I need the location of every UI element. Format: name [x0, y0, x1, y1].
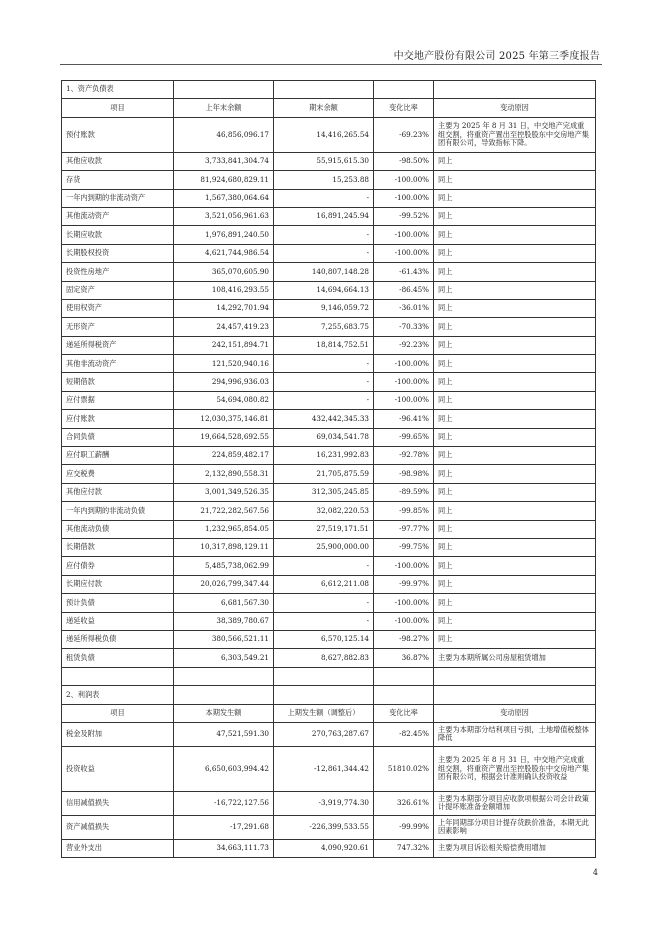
change-reason: 同上 [434, 244, 596, 262]
change-ratio: -99.52% [374, 207, 434, 225]
table-row [62, 722, 596, 746]
table-row [62, 538, 596, 556]
table-row [62, 410, 596, 428]
prior-value: 1,567,380,064.64 [174, 189, 274, 207]
column-header: 期末余额 [274, 99, 374, 117]
change-ratio: -92.23% [374, 336, 434, 354]
change-reason: 同上 [434, 299, 596, 317]
change-reason: 同上 [434, 207, 596, 225]
column-header: 变动原因 [434, 704, 596, 722]
change-ratio: -100.00% [374, 391, 434, 409]
item-name: 递延收益 [62, 612, 174, 630]
item-name: 使用权资产 [62, 299, 174, 317]
current-value: - [274, 594, 374, 612]
prior-value: 4,621,744,986.54 [174, 244, 274, 262]
item-name: 应交税费 [62, 465, 174, 483]
change-reason: 同上 [434, 447, 596, 465]
current-value: 14,694,664.13 [274, 281, 374, 299]
item-name: 一年内到期的非流动负债 [62, 502, 174, 520]
change-ratio: -100.00% [374, 594, 434, 612]
item-name: 预付账款 [62, 117, 174, 152]
page-number: 4 [592, 868, 598, 877]
financial-tables [61, 80, 596, 858]
table-row [62, 152, 596, 170]
change-reason: 同上 [434, 410, 596, 428]
item-name: 长期股权投资 [62, 244, 174, 262]
change-reason: 同上 [434, 630, 596, 648]
change-reason: 同上 [434, 226, 596, 244]
section-title: 1、资产负债表 [62, 81, 174, 99]
change-ratio: -100.00% [374, 355, 434, 373]
table-row [62, 612, 596, 630]
change-reason: 主要为 2025 年 8 月 31 日，中交地产完成重组交割，将重资产置出至控股股东中交房地产集团有限公司，根据会计准则确认投资收益 [434, 746, 596, 791]
change-ratio: -82.45% [374, 722, 434, 746]
change-ratio: -99.97% [374, 575, 434, 593]
current-value: 15,253.88 [274, 171, 374, 189]
item-name: 投资收益 [62, 746, 174, 791]
change-reason: 同上 [434, 391, 596, 409]
item-name: 租赁负债 [62, 649, 174, 667]
change-reason: 同上 [434, 520, 596, 538]
prior-value: 47,521,591.30 [174, 722, 274, 746]
change-reason: 上年同期部分项目计提存货跌价准备，本期无此因素影响 [434, 815, 596, 839]
current-value: - [274, 557, 374, 575]
change-ratio: 36.87% [374, 649, 434, 667]
item-name: 应付职工薪酬 [62, 447, 174, 465]
change-reason: 同上 [434, 263, 596, 281]
prior-value: 46,856,096.17 [174, 117, 274, 152]
change-reason: 主要为 2025 年 8 月 31 日，中交地产完成重组交割，将重资产置出至控股股东中交房地产集团有限公司，导致指标下降。 [434, 117, 596, 152]
change-ratio: -99.85% [374, 502, 434, 520]
prior-value: 121,520,940.16 [174, 355, 274, 373]
item-name: 长期借款 [62, 538, 174, 556]
income-statement-section-row [62, 686, 596, 704]
table-row [62, 171, 596, 189]
change-reason: 同上 [434, 318, 596, 336]
item-name: 递延所得税负债 [62, 630, 174, 648]
section-title: 2、利润表 [62, 686, 174, 704]
table-row [62, 465, 596, 483]
table-row [62, 594, 596, 612]
item-name: 合同负债 [62, 428, 174, 446]
change-ratio: -36.01% [374, 299, 434, 317]
change-reason: 同上 [434, 594, 596, 612]
change-reason: 同上 [434, 538, 596, 556]
current-value: 55,915,615.30 [274, 152, 374, 170]
change-reason: 同上 [434, 373, 596, 391]
change-ratio: -92.78% [374, 447, 434, 465]
prior-value: 108,416,293.55 [174, 281, 274, 299]
item-name: 营业外支出 [62, 839, 174, 857]
current-value: 270,763,287.67 [274, 722, 374, 746]
item-name: 其他应收款 [62, 152, 174, 170]
current-value: 6,612,211.08 [274, 575, 374, 593]
table-row [62, 318, 596, 336]
change-reason: 主要为本期所属公司房屋租赁增加 [434, 649, 596, 667]
prior-value: 19,664,528,692.55 [174, 428, 274, 446]
table-row [62, 355, 596, 373]
current-value: -3,919,774.30 [274, 791, 374, 815]
prior-value: 14,292,701.94 [174, 299, 274, 317]
prior-value: 1,976,891,240.50 [174, 226, 274, 244]
prior-value: 3,733,841,304.74 [174, 152, 274, 170]
current-value: - [274, 244, 374, 262]
item-name: 其他应付款 [62, 483, 174, 501]
item-name: 存货 [62, 171, 174, 189]
table-row [62, 447, 596, 465]
balance-sheet-header-row [62, 99, 596, 117]
prior-value: 10,317,898,129.11 [174, 538, 274, 556]
current-value: 21,705,875.59 [274, 465, 374, 483]
current-value: 140,807,148.28 [274, 263, 374, 281]
column-header: 项目 [62, 99, 174, 117]
current-value: - [274, 373, 374, 391]
change-ratio: -99.75% [374, 538, 434, 556]
current-value: 16,231,992.83 [274, 447, 374, 465]
current-value: 27,519,171.51 [274, 520, 374, 538]
prior-value: 365,070,605.90 [174, 263, 274, 281]
change-ratio: 326.61% [374, 791, 434, 815]
prior-value: 54,694,080.82 [174, 391, 274, 409]
change-reason: 主要为项目诉讼相关赔偿费用增加 [434, 839, 596, 857]
table-row [62, 244, 596, 262]
current-value: 16,891,245.94 [274, 207, 374, 225]
change-ratio: -100.00% [374, 189, 434, 207]
item-name: 应付票据 [62, 391, 174, 409]
column-header: 变化比率 [374, 99, 434, 117]
current-value: - [274, 355, 374, 373]
balance-sheet-section-row [62, 81, 596, 99]
prior-value: 81,924,680,829.11 [174, 171, 274, 189]
change-ratio: -97.77% [374, 520, 434, 538]
item-name: 短期借款 [62, 373, 174, 391]
current-value: -226,399,533.55 [274, 815, 374, 839]
item-name: 其他流动负债 [62, 520, 174, 538]
report-header-title: 中交地产股份有限公司 2025 年第三季度报告 [393, 51, 600, 62]
change-reason: 同上 [434, 336, 596, 354]
current-value: - [274, 612, 374, 630]
current-value: 312,305,245.85 [274, 483, 374, 501]
column-header: 上年末余额 [174, 99, 274, 117]
item-name: 其他流动资产 [62, 207, 174, 225]
change-ratio: -99.65% [374, 428, 434, 446]
item-name: 其他非流动资产 [62, 355, 174, 373]
prior-value: 3,001,349,526.35 [174, 483, 274, 501]
prior-value: 12,030,375,146.81 [174, 410, 274, 428]
item-name: 信用减值损失 [62, 791, 174, 815]
prior-value: 38,389,780.67 [174, 612, 274, 630]
prior-value: 1,232,965,854.05 [174, 520, 274, 538]
balance-sheet-table [62, 81, 596, 668]
table-row [62, 839, 596, 857]
item-name: 税金及附加 [62, 722, 174, 746]
prior-value: 2,132,890,558.31 [174, 465, 274, 483]
item-name: 一年内到期的非流动资产 [62, 189, 174, 207]
item-name: 应付债券 [62, 557, 174, 575]
column-header: 变动原因 [434, 99, 596, 117]
change-reason: 同上 [434, 575, 596, 593]
current-value: 6,570,125.14 [274, 630, 374, 648]
current-value: 32,082,220.53 [274, 502, 374, 520]
change-ratio: -96.41% [374, 410, 434, 428]
current-value: - [274, 189, 374, 207]
item-name: 投资性房地产 [62, 263, 174, 281]
table-row [62, 263, 596, 281]
change-ratio: -86.45% [374, 281, 434, 299]
column-header: 变化比率 [374, 704, 434, 722]
current-value: 9,146,059.72 [274, 299, 374, 317]
column-header: 上期发生额（调整后） [274, 704, 374, 722]
header-rule [60, 64, 602, 65]
item-name: 固定资产 [62, 281, 174, 299]
change-reason: 同上 [434, 355, 596, 373]
change-ratio: -98.98% [374, 465, 434, 483]
change-reason: 同上 [434, 428, 596, 446]
item-name: 资产减值损失 [62, 815, 174, 839]
table-row [62, 299, 596, 317]
item-name: 长期应收款 [62, 226, 174, 244]
current-value: 69,034,541.78 [274, 428, 374, 446]
change-ratio: -61.43% [374, 263, 434, 281]
table-row [62, 815, 596, 839]
prior-value: 6,681,567.30 [174, 594, 274, 612]
income-statement-table [62, 686, 596, 858]
table-row [62, 575, 596, 593]
change-reason: 同上 [434, 502, 596, 520]
table-row [62, 428, 596, 446]
item-name: 预计负债 [62, 594, 174, 612]
prior-value: -17,291.68 [174, 815, 274, 839]
prior-value: 6,303,549.21 [174, 649, 274, 667]
prior-value: 294,996,936.03 [174, 373, 274, 391]
table-row [62, 336, 596, 354]
change-reason: 同上 [434, 465, 596, 483]
change-ratio: -100.00% [374, 244, 434, 262]
current-value: 25,900,000.00 [274, 538, 374, 556]
prior-value: 380,566,521.11 [174, 630, 274, 648]
item-name: 长期应付款 [62, 575, 174, 593]
change-ratio: -100.00% [374, 557, 434, 575]
spacer-block [62, 667, 596, 685]
change-ratio: -100.00% [374, 171, 434, 189]
table-row [62, 189, 596, 207]
item-name: 递延所得税资产 [62, 336, 174, 354]
change-ratio: -98.50% [374, 152, 434, 170]
change-reason: 同上 [434, 281, 596, 299]
prior-value: 5,485,738,062.99 [174, 557, 274, 575]
change-ratio: 51810.02% [374, 746, 434, 791]
change-reason: 同上 [434, 483, 596, 501]
table-row [62, 630, 596, 648]
table-row [62, 226, 596, 244]
change-reason: 主要为本期部分项目应收款项根据公司会计政策计提坏账准备金额增加 [434, 791, 596, 815]
change-ratio: -100.00% [374, 612, 434, 630]
prior-value: 6,650,603,994.42 [174, 746, 274, 791]
column-header: 本期发生额 [174, 704, 274, 722]
table-row [62, 520, 596, 538]
change-reason: 同上 [434, 557, 596, 575]
prior-value: -16,722,127.56 [174, 791, 274, 815]
item-name: 无形资产 [62, 318, 174, 336]
change-reason: 主要为本期部分结利项目亏损，土地增值税整体降低 [434, 722, 596, 746]
current-value: 14,416,265.54 [274, 117, 374, 152]
prior-value: 242,151,894.71 [174, 336, 274, 354]
table-row [62, 117, 596, 152]
prior-value: 3,521,056,961.63 [174, 207, 274, 225]
change-ratio: -99.99% [374, 815, 434, 839]
spacer-row [62, 667, 596, 685]
prior-value: 224,859,482.17 [174, 447, 274, 465]
current-value: 18,814,752.51 [274, 336, 374, 354]
change-ratio: -100.00% [374, 373, 434, 391]
table-row [62, 373, 596, 391]
table-row [62, 281, 596, 299]
change-reason: 同上 [434, 189, 596, 207]
prior-value: 34,663,111.73 [174, 839, 274, 857]
change-reason: 同上 [434, 612, 596, 630]
current-value: 8,627,882.83 [274, 649, 374, 667]
prior-value: 20,026,799,347.44 [174, 575, 274, 593]
current-value: - [274, 226, 374, 244]
table-row [62, 207, 596, 225]
current-value: 7,255,683.75 [274, 318, 374, 336]
table-row [62, 557, 596, 575]
change-reason: 同上 [434, 171, 596, 189]
prior-value: 24,457,419.23 [174, 318, 274, 336]
change-ratio: -100.00% [374, 226, 434, 244]
change-ratio: -89.59% [374, 483, 434, 501]
current-value: 4,090,920.61 [274, 839, 374, 857]
table-row [62, 791, 596, 815]
current-value: -12,861,344.42 [274, 746, 374, 791]
change-ratio: -70.33% [374, 318, 434, 336]
column-header: 项目 [62, 704, 174, 722]
change-reason: 同上 [434, 152, 596, 170]
table-row [62, 391, 596, 409]
current-value: - [274, 391, 374, 409]
change-ratio: -69.23% [374, 117, 434, 152]
item-name: 应付账款 [62, 410, 174, 428]
table-row [62, 746, 596, 791]
change-ratio: -98.27% [374, 630, 434, 648]
table-row [62, 649, 596, 667]
current-value: 432,442,345.33 [274, 410, 374, 428]
change-ratio: 747.32% [374, 839, 434, 857]
table-row [62, 483, 596, 501]
income-statement-header-row [62, 704, 596, 722]
prior-value: 21,722,282,567.56 [174, 502, 274, 520]
table-row [62, 502, 596, 520]
